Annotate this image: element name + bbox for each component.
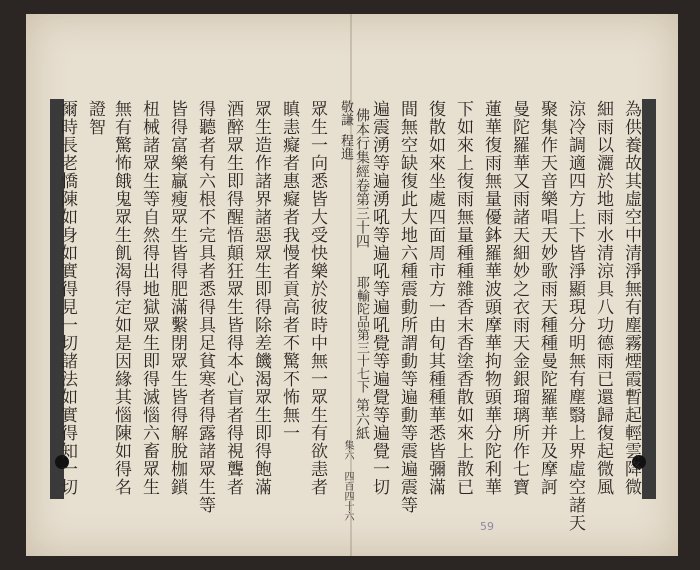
left-column-last: 爾時長老憍陳如身如實得見一切諸法如實得知一切 <box>57 100 77 496</box>
volume-title: 佛本行集經卷第三十四 <box>354 108 370 248</box>
right-column-1: 為供養故其虛空中清淨無有塵霧煙霞暫起輕雲降微 <box>621 100 641 496</box>
right-column-7: 下如來上復雨無量種種雜香末香塗香散如來上散已 <box>453 100 473 496</box>
side-label: 敬謙 <box>338 100 353 126</box>
left-column-3: 眾生造作諸界諸惡眾生即得除差饑渴眾生即得飽滿 <box>251 100 271 496</box>
left-column-6: 皆得富樂贏瘦眾生皆得肥滿繫閉眾生皆得解脫枷鎖 <box>167 100 187 496</box>
left-column-8: 無有驚怖餓鬼眾生飢渴得定如是因緣其惱陳如得名 <box>111 100 131 496</box>
left-column-5: 得聽者有六根不完具者悉得具足貧寒者得露諸眾生等 <box>195 100 215 514</box>
bottom-note: 集六 四百四十六 <box>342 440 353 521</box>
right-column-8: 復散如來坐處四面周市方一由旬其種種華悉皆彌滿 <box>425 100 445 496</box>
left-column-4: 酒醉眾生即得醒悟顛狂眾生皆得本心盲者得視聾者 <box>223 100 243 496</box>
right-column-5: 曼陀羅華又雨諸天細妙之衣雨天金銀瑠璃所作七寶 <box>509 100 529 496</box>
section-title: 耶輸陀品第三十七下 <box>354 276 369 393</box>
right-column-9: 間無空缺復此大地六種震動所謂動等遍動等震遍震等 <box>397 100 417 514</box>
sheet-number: 第六紙 <box>354 398 370 440</box>
right-column-2: 細雨以灑於地雨水清涼具八功德雨已還歸復起微風 <box>593 100 613 496</box>
page-number: 59 <box>480 520 494 533</box>
right-border-strip <box>642 99 656 499</box>
left-column-1: 眾生一向悉皆大受快樂於彼時中無一眾生有欲恚者 <box>307 100 327 496</box>
right-column-10: 遍震湧等遍湧吼等遍吼等遍吼覺等遍覺等遍覺一切 <box>369 100 389 496</box>
right-column-3: 涼冷調適四方上下皆淨顯現分明無有塵翳上界虛空諸天 <box>565 100 585 532</box>
left-column-7: 杻械諸眾生等自然得出地獄眾生即得滅惱六畜眾生 <box>139 100 159 496</box>
center-fold-column <box>332 100 372 521</box>
left-column-2: 瞋恚癡者惠癡者我慢者貢高者不驚不怖無一 <box>279 100 299 442</box>
left-column-end: 證智 <box>85 100 105 136</box>
right-column-4: 聚集作天音樂唱天妙歌雨天種種曼陀羅華并及摩訶 <box>537 100 557 496</box>
right-column-6: 蓮華復雨無量優鉢羅華波頭摩華拘物頭華分陀利華 <box>481 100 501 496</box>
side-label-2: 程進 <box>338 134 353 160</box>
